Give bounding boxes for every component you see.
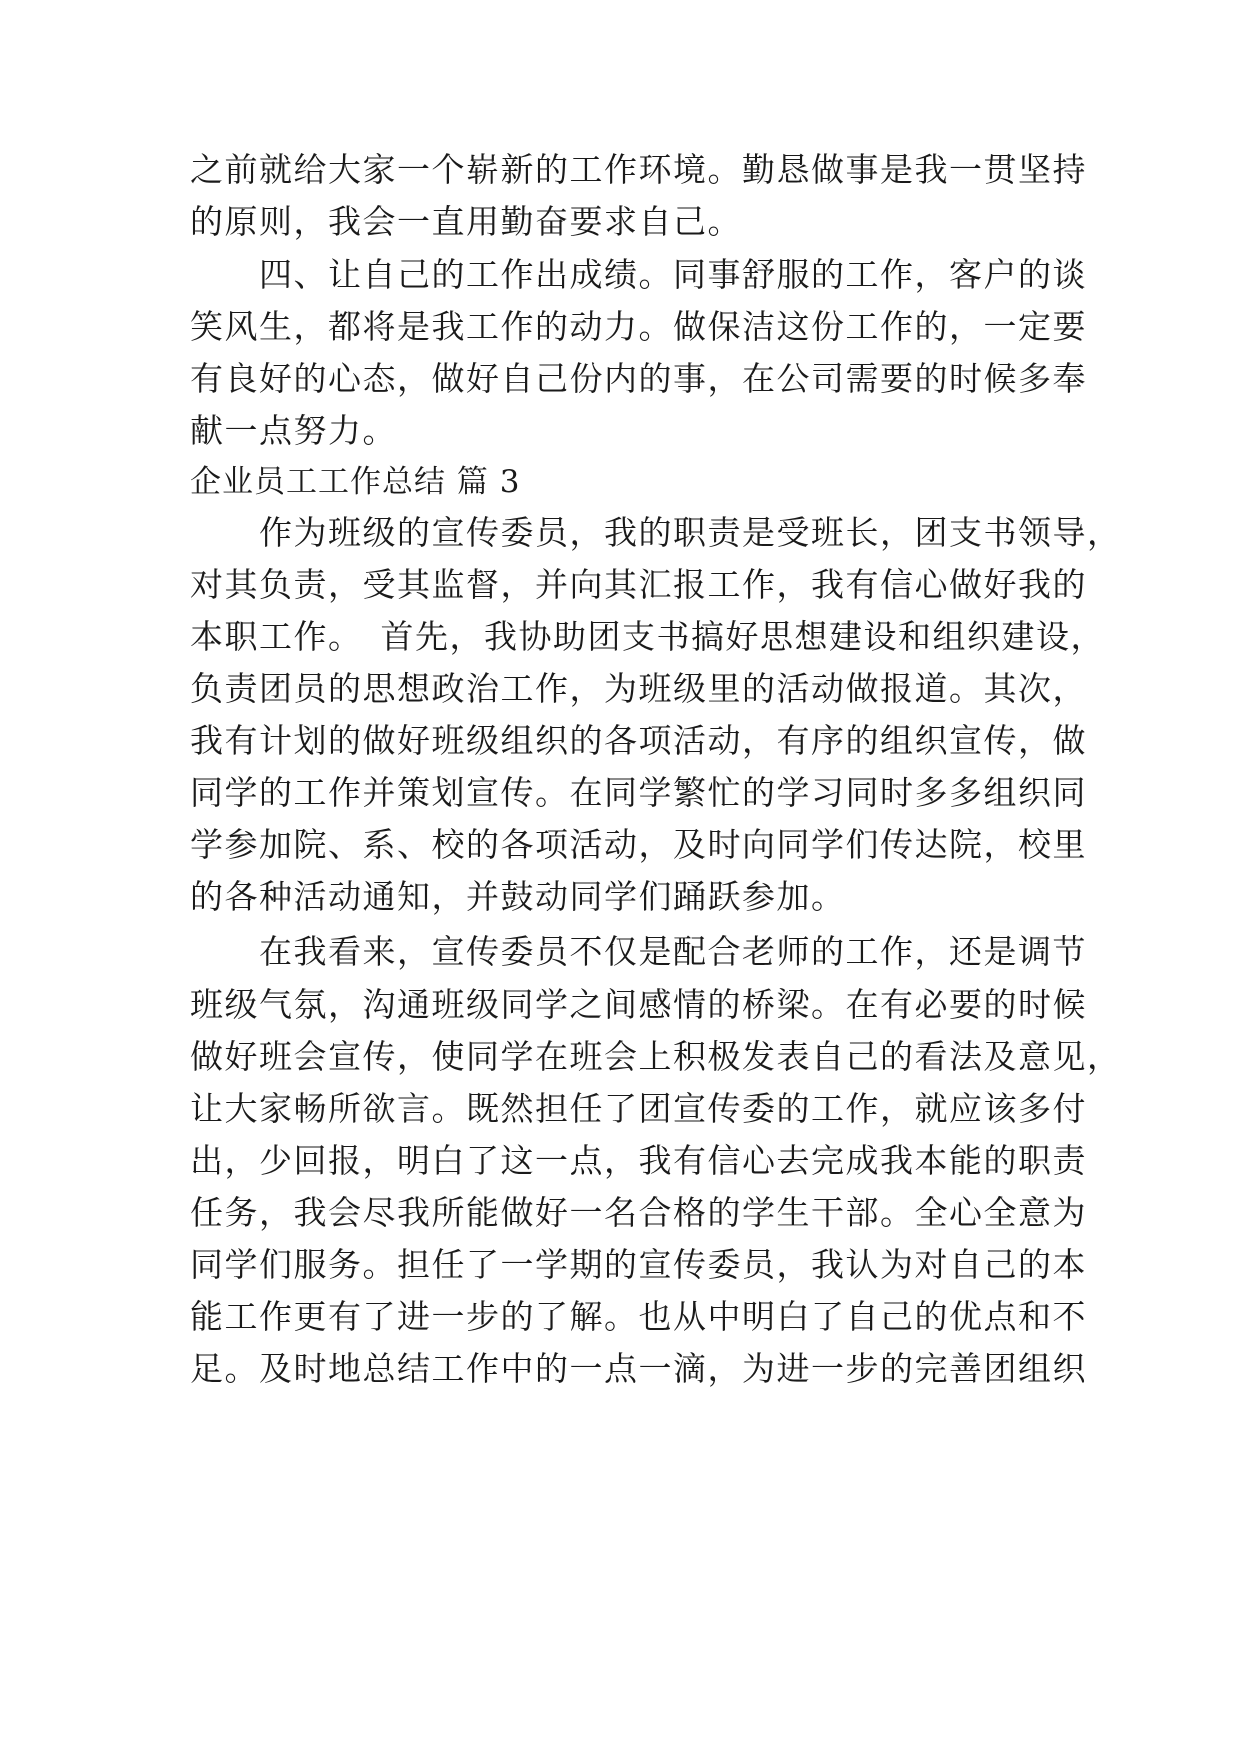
text-line: 班级气氛，沟通班级同学之间感情的桥梁。在有必要的时候 — [190, 985, 1087, 1024]
text-line: 出，少回报，明白了这一点，我有信心去完成我本能的职责 — [190, 1141, 1087, 1180]
text-line: 做好班会宣传，使同学在班会上积极发表自己的看法及意见， — [190, 1037, 1122, 1076]
text-line: 足。及时地总结工作中的一点一滴，为进一步的完善团组织 — [190, 1349, 1087, 1388]
text-line: 之前就给大家一个崭新的工作环境。勤恳做事是我一贯坚持 — [190, 150, 1087, 189]
text-line: 有良好的心态，做好自己份内的事，在公司需要的时候多奉 — [190, 359, 1087, 398]
text-line: 四、让自己的工作出成绩。同事舒服的工作，客户的谈 — [190, 255, 1087, 294]
text-line: 我有计划的做好班级组织的各项活动，有序的组织宣传，做 — [190, 721, 1087, 760]
text-line: 献一点努力。 — [190, 411, 397, 450]
text-line: 在我看来，宣传委员不仅是配合老师的工作，还是调节 — [190, 932, 1087, 971]
text-line: 的原则，我会一直用勤奋要求自己。 — [190, 202, 742, 241]
text-line: 的各种活动通知，并鼓动同学们踊跃参加。 — [190, 877, 846, 916]
text-line: 负责团员的思想政治工作，为班级里的活动做报道。其次， — [190, 669, 1087, 708]
text-line: 本职工作。 首先，我协助团支书搞好思想建设和组织建设， — [190, 617, 1105, 656]
text-line: 笑风生，都将是我工作的动力。做保洁这份工作的，一定要 — [190, 307, 1087, 346]
section-heading: 企业员工工作总结 篇 3 — [190, 464, 521, 500]
text-line: 任务，我会尽我所能做好一名合格的学生干部。全心全意为 — [190, 1193, 1087, 1232]
text-line: 能工作更有了进一步的了解。也从中明白了自己的优点和不 — [190, 1297, 1087, 1336]
text-line: 同学的工作并策划宣传。在同学繁忙的学习同时多多组织同 — [190, 773, 1087, 812]
text-line: 作为班级的宣传委员，我的职责是受班长，团支书领导， — [190, 513, 1122, 552]
text-line: 同学们服务。担任了一学期的宣传委员，我认为对自己的本 — [190, 1245, 1087, 1284]
text-line: 学参加院、系、校的各项活动，及时向同学们传达院，校里 — [190, 825, 1087, 864]
text-line: 让大家畅所欲言。既然担任了团宣传委的工作，就应该多付 — [190, 1089, 1087, 1128]
text-line: 对其负责，受其监督，并向其汇报工作，我有信心做好我的 — [190, 565, 1087, 604]
